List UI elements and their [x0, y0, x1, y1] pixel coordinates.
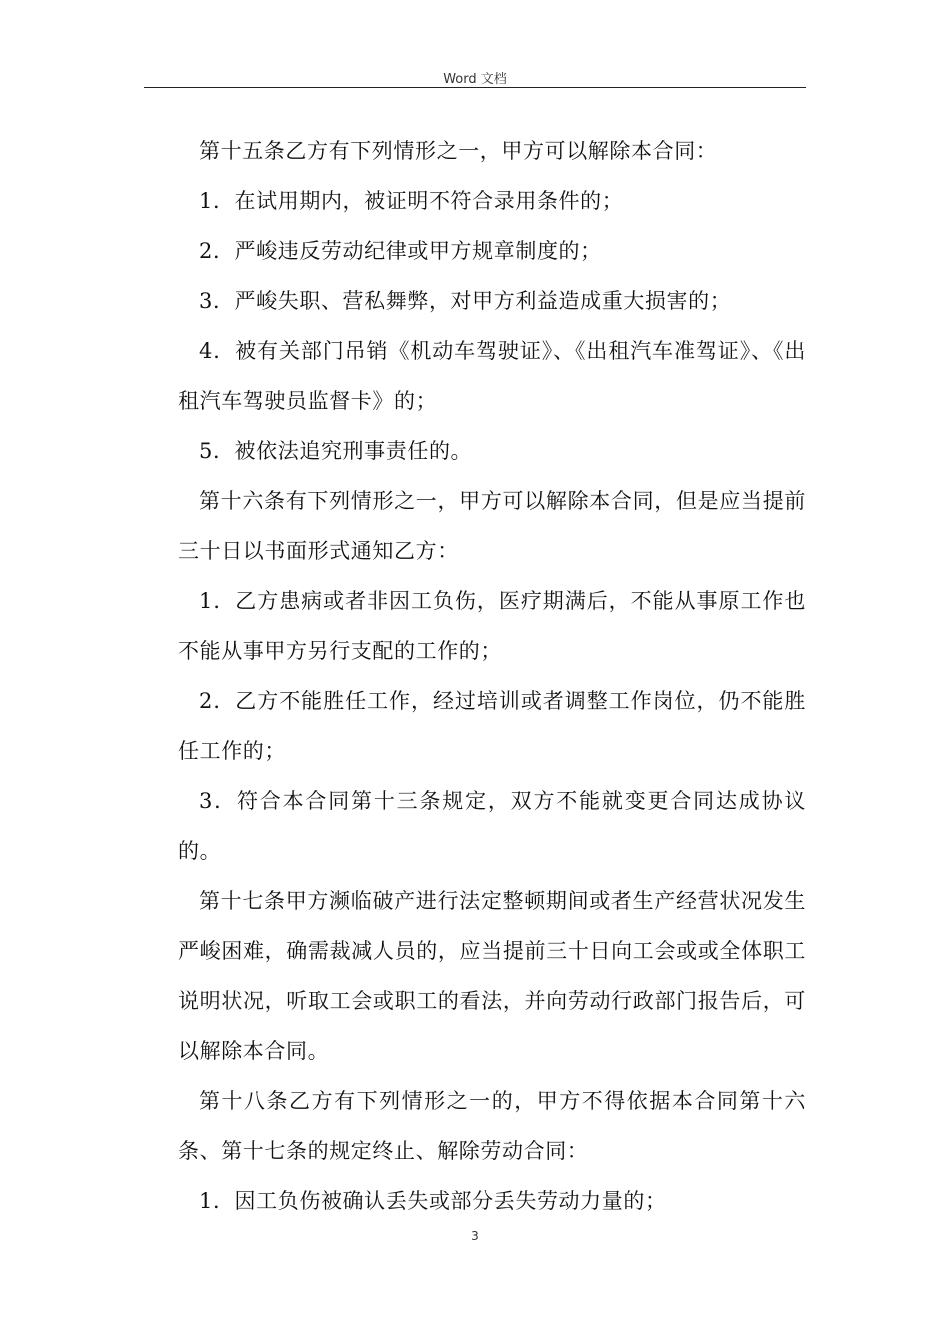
article-18-heading: 第十八条乙方有下列情形之一的，甲方不得依据本合同第十六条、第十七条的规定终止、解除劳动合同：: [178, 1089, 806, 1163]
document-body: [178, 126, 806, 1226]
document-header-title: Word 文档: [443, 72, 507, 87]
article-16-item-2: 2．乙方不能胜任工作，经过培训或者调整工作岗位，仍不能胜任工作的；: [178, 689, 806, 763]
article-15-item-2: 2．严峻违反劳动纪律或甲方规章制度的；: [199, 239, 602, 263]
article-17: 第十七条甲方濒临破产进行法定整顿期间或者生产经营状况发生严峻困难，确需裁减人员的，应当提前三十日向工会或或全体职工说明状况，听取工会或职工的看法，并向劳动行政部门报告后，可以解除本合同。: [178, 889, 806, 1063]
article-15-item-3: 3．严峻失职、营私舞弊，对甲方利益造成重大损害的；: [199, 289, 732, 313]
article-15-heading: 第十五条乙方有下列情形之一，甲方可以解除本合同：: [199, 139, 718, 163]
article-16-item-3: 3．符合本合同第十三条规定，双方不能就变更合同达成协议的。: [178, 789, 806, 863]
article-16-item-1: 1．乙方患病或者非因工负伤，医疗期满后，不能从事原工作也不能从事甲方另行支配的工作的；: [178, 589, 806, 663]
article-18-item-1: 1．因工负伤被确认丢失或部分丢失劳动力量的；: [199, 1189, 667, 1213]
article-15-item-1: 1．在试用期内，被证明不符合录用条件的；: [199, 189, 624, 213]
article-15-item-5: 5．被依法追究刑事责任的。: [199, 439, 473, 463]
page-number: 3: [471, 1229, 479, 1243]
header-divider: [144, 87, 806, 88]
article-15-item-4: 4．被有关部门吊销《机动车驾驶证》、《出租汽车准驾证》、《出租汽车驾驶员监督卡》的；: [178, 339, 806, 413]
article-16-heading: 第十六条有下列情形之一，甲方可以解除本合同，但是应当提前三十日以书面形式通知乙方：: [178, 489, 806, 563]
